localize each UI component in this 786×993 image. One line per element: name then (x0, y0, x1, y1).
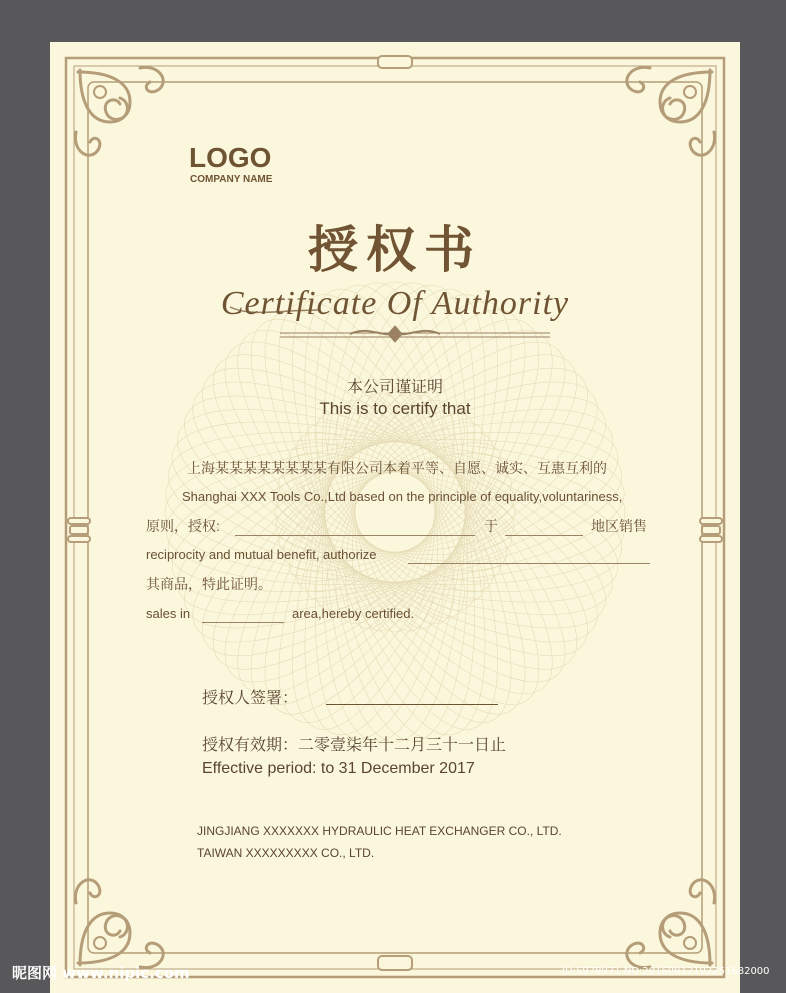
certify-english: This is to certify that (319, 399, 471, 418)
side-ornament-left (68, 518, 90, 542)
company-name: COMPANY NAME (190, 174, 273, 185)
bottom-ornament (378, 956, 412, 970)
body-line2-cn-c: 地区销售 (591, 518, 647, 534)
certify-chinese: 本公司谨证明 (346, 379, 443, 396)
company-line-2: TAIWAN XXXXXXXXX CO., LTD. (197, 846, 375, 860)
signature-label: 授权人签署： (202, 690, 299, 707)
body-line1-en: Shanghai XXX Tools Co.,Ltd based on the principle of equality,voluntariness, (182, 489, 623, 504)
company-line-1: JINGJIANG XXXXXXX HYDRAULIC HEAT EXCHANGER CO., LTD. (197, 824, 562, 838)
validity-chinese: 授权有效期：二零壹柒年十二月三十一日止 (202, 737, 507, 754)
authorize-blank-en (408, 563, 650, 564)
logo-text: LOGO (189, 142, 272, 173)
sales-area-blank (202, 622, 284, 623)
certificate-paper (50, 42, 740, 993)
body-line3-en-a: sales in (146, 606, 191, 621)
corner-ornament-bottom-left (75, 880, 163, 968)
authorized-party-blank (235, 535, 475, 536)
signature-line (326, 704, 498, 705)
watermark-site: 昵图网 www.nipic.com (12, 964, 190, 982)
region-blank (505, 535, 583, 536)
body-line3-en-b: area,hereby certified. (292, 606, 415, 621)
body-line2-en: reciprocity and mutual benefit, authorize (146, 547, 377, 562)
body-line2-cn-a: 原则，授权: (146, 518, 220, 534)
body-line1-cn: 上海某某某某某某某某有限公司本着平等、自愿、诚实、互惠互利的 (187, 460, 607, 476)
corner-ornament-bottom-right (627, 880, 715, 968)
body-line3-cn: 其商品，特此证明。 (146, 576, 272, 592)
corner-ornament-top-left (75, 67, 163, 155)
side-ornament-right (700, 518, 722, 542)
watermark-id: ID:5978971 NO:20160812192251682000 (562, 966, 770, 977)
corner-ornament-top-right (627, 67, 715, 155)
title-chinese: 授权书 (308, 220, 482, 279)
top-ornament (378, 56, 412, 68)
body-line2-cn-b: 于 (484, 518, 498, 534)
title-english: Certificate Of Authority (220, 285, 570, 322)
validity-english: Effective period: to 31 December 2017 (202, 760, 475, 777)
